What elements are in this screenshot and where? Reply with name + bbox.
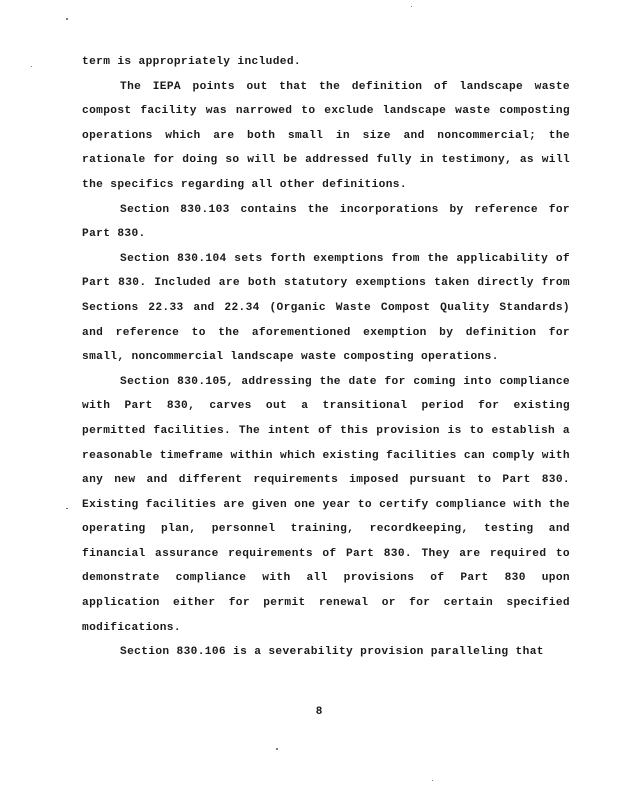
paragraph-iepa-definition: The IEPA points out that the definition of landscape waste compost facility was narrowed to exclude landscape waste composting operations which are both small in size and noncommercial; the rationale for doing so will be addressed fully in testimony, as will the specifics regarding all other definitions.: [82, 80, 570, 191]
scan-speck: [66, 508, 68, 509]
scan-speck: [276, 748, 278, 750]
scan-speck: [411, 6, 412, 7]
document-body: [82, 50, 570, 665]
paragraph-section-830-106: Section 830.106 is a severability provision paralleling that: [120, 646, 544, 659]
paragraph-section-830-103: Section 830.103 contains the incorporations by reference for Part 830.: [82, 203, 570, 241]
paragraph-section-830-105: Section 830.105, addressing the date for coming into compliance with Part 830, carves out a transitional period for existing permitted facilities. The intent of this provision is to establish a reasonable timeframe within which existing facilities can comply with any new and different requirements imposed pursuant to Part 830. Existing facilities are given one year to certify compliance with the operating plan, personnel training, recordkeeping, testing and financial assurance requirements of Part 830. They are required to demonstrate compliance with all provisions of Part 830 upon application either for permit renewal or for certain specified modifications.: [82, 375, 570, 634]
page-number: 8: [315, 706, 323, 718]
scan-speck: [66, 18, 68, 20]
scan-speck: [31, 66, 32, 67]
paragraph-section-830-104: Section 830.104 sets forth exemptions from the applicability of Part 830. Included are both statutory exemptions taken directly from Sections 22.33 and 22.34 (Organic Waste Compost Quality Standards) and reference to the aforementioned exemption by definition for small, noncommercial landscape waste composting operations.: [82, 252, 570, 364]
scan-speck: [432, 780, 433, 781]
paragraph-continuation: term is appropriately included.: [82, 56, 301, 68]
